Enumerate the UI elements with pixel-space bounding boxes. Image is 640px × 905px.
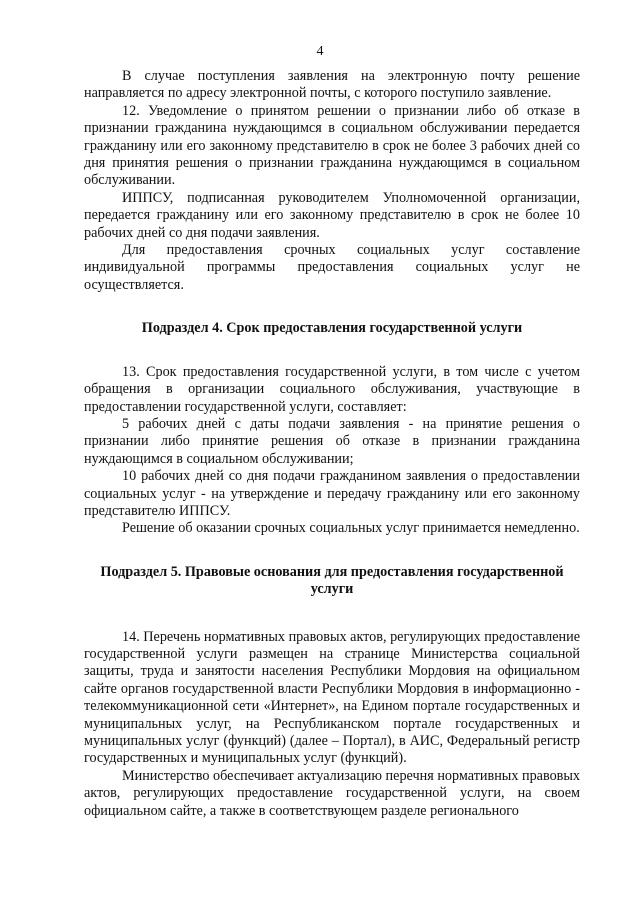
paragraph-ippsu: ИППСУ, подписанная руководителем Уполномоченной организации, передается гражданину или его законному представителю в срок не более 10 рабочих дней со дня подачи заявления. (84, 189, 580, 241)
paragraph-12: 12. Уведомление о принятом решении о признании либо об отказе в признании гражданина нуждающимся в социальном обслуживании передается гражданину или его законному представителю в срок не более 3 рабочих дней со дня принятия решения о признании гражданина нуждающимся в социальном обслуживании. (84, 102, 580, 189)
paragraph-13: 13. Срок предоставления государственной услуги, в том числе с учетом обращения в организации социального обслуживания, участвующие в предоставлении государственной услуги, составляет: (84, 363, 580, 415)
paragraph-email-decision: В случае поступления заявления на электронную почту решение направляется по адресу электронной почты, с которого поступило заявление. (84, 68, 580, 102)
section-heading-5: Подраздел 5. Правовые основания для предоставления государственной услуги (100, 563, 564, 598)
paragraph-10-days: 10 рабочих дней со дня подачи гражданином заявления о предоставлении социальных услуг - на утверждение и передачу гражданину или его законному представителю ИППСУ. (84, 468, 580, 519)
paragraph-urgent-decision: Решение об оказании срочных социальных услуг принимается немедленно. (122, 520, 580, 537)
paragraph-5-days: 5 рабочих дней с даты подачи заявления - на принятие решения о признании либо принятие решения об отказе в признании гражданина нуждающимся в социальном обслуживании; (84, 415, 580, 467)
document-body (84, 68, 580, 820)
page-number: 4 (316, 44, 324, 59)
paragraph-ministry: Министерство обеспечивает актуализацию перечня нормативных правовых актов, регулирующих предоставление государственной услуги, на своем официальном сайте, а также в соответствующем разделе регионального (84, 767, 580, 819)
paragraph-urgent-services: Для предоставления срочных социальных услуг составление индивидуальной программы предоставления социальных услуг не осуществляется. (84, 242, 580, 293)
section-heading-4: Подраздел 4. Срок предоставления государственной услуги (141, 320, 523, 337)
paragraph-14: 14. Перечень нормативных правовых актов, регулирующих предоставление государственной услуги размещен на странице Министерства социальной защиты, труда и занятости населения Республики Мордовия на официальном сайте органов государственной власти Республики Мордовия в информационно - телекоммуникационной сети «Интернет», на Едином портале государственных и муниципальных услуг, на Республиканском портале государственных и муниципальных услуг (функций) (далее – Портал), в АИС, Федеральный регистр государственных и муниципальных услуг (функций). (84, 628, 580, 767)
